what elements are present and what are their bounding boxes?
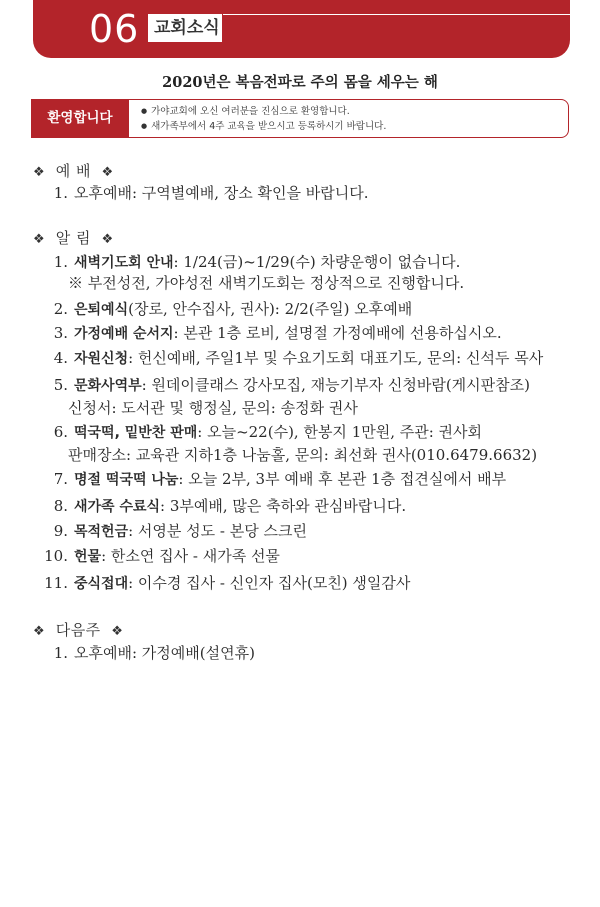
item-title: 새벽기도회 안내	[74, 255, 174, 271]
item-title: 헌물	[74, 549, 102, 565]
item-number: 9.	[53, 522, 68, 540]
yearly-motto: 2020년은 복음전파로 주의 몸을 세우는 해	[162, 74, 438, 91]
item-text: : 오늘~22(수), 한봉지 1만원, 주관: 권사회	[197, 423, 483, 441]
header-divider	[223, 14, 591, 15]
item-number: 10.	[44, 547, 68, 565]
item-number: 1.	[53, 644, 68, 662]
item-title: 새가족 수료식	[74, 499, 161, 515]
welcome-message	[129, 99, 569, 138]
list-item	[40, 348, 543, 369]
list-item	[40, 496, 406, 517]
item-text: : 헌신예배, 주일1부 및 수요기도회 대표기도, 문의: 신석두 목사	[128, 349, 544, 367]
list-item	[40, 469, 506, 490]
item-title: 은퇴예식	[74, 302, 129, 318]
diamond-ornament-icon: ❖	[33, 624, 46, 639]
list-item	[40, 422, 482, 443]
welcome-label: 환영합니다	[31, 99, 129, 138]
section-header	[33, 0, 570, 58]
list-item	[40, 183, 368, 203]
item-number: 4.	[53, 349, 68, 367]
section-number: 06	[89, 7, 140, 51]
diamond-ornament-icon: ❖	[33, 165, 46, 180]
item-text: : 1/24(금)~1/29(수) 차량운행이 없습니다.	[173, 253, 461, 271]
diamond-ornament-icon: ❖	[101, 232, 114, 247]
list-item	[40, 252, 460, 273]
list-item	[40, 573, 410, 594]
item-number: 5.	[53, 376, 68, 394]
item-number: 2.	[53, 300, 68, 318]
item-text: : 본관 1층 로비, 설명절 가정예배에 선용하십시오.	[173, 324, 502, 342]
list-item	[40, 521, 307, 542]
item-text: : 3부예배, 많은 축하와 관심바랍니다.	[160, 497, 407, 515]
item-title: 중식접대	[74, 576, 129, 592]
item-continuation: 신청서: 도서관 및 행정실, 문의: 송정화 권사	[68, 399, 358, 417]
welcome-line: ● 가야교회에 오신 여러분을 진심으로 환영합니다.	[141, 104, 568, 119]
item-text: 오후예배: 구역별예배, 장소 확인을 바랍니다.	[74, 184, 369, 202]
item-title: 목적헌금	[74, 524, 129, 540]
next-week-heading	[33, 619, 123, 640]
item-number: 6.	[53, 423, 68, 441]
notices-heading-text: 알 림	[55, 229, 91, 247]
item-text: : 서영분 성도 - 본당 스크린	[128, 522, 307, 540]
diamond-ornament-icon: ❖	[101, 165, 114, 180]
section-title: 교회소식	[148, 14, 222, 42]
item-number: 7.	[53, 470, 68, 488]
item-title: 명절 떡국떡 나눔	[74, 472, 179, 488]
item-continuation: 판매장소: 교육관 지하1층 나눔홀, 문의: 최선화 권사(010.6479.6632)	[68, 446, 538, 464]
item-continuation: ※ 부전성전, 가야성전 새벽기도회는 정상적으로 진행합니다.	[68, 274, 465, 292]
item-number: 3.	[53, 324, 68, 342]
list-item	[40, 375, 530, 396]
next-week-heading-text: 다음주	[55, 621, 101, 639]
worship-heading-text: 예 배	[55, 162, 91, 180]
item-text: : 한소연 집사 - 새가족 선물	[101, 547, 280, 565]
item-title: 자원신청	[74, 351, 129, 367]
item-text: : 오늘 2부, 3부 예배 후 본관 1층 접견실에서 배부	[178, 470, 507, 488]
item-text: 오후예배: 가정예배(설연휴)	[74, 644, 255, 662]
item-title: 문화사역부	[74, 378, 142, 394]
diamond-ornament-icon: ❖	[33, 232, 46, 247]
item-number: 1.	[53, 253, 68, 271]
item-number: 1.	[53, 184, 68, 202]
list-item	[40, 323, 502, 344]
item-text: (장로, 안수집사, 권사): 2/2(주일) 오후예배	[128, 300, 413, 318]
welcome-box	[31, 99, 569, 138]
list-item	[40, 299, 412, 320]
item-text: : 원데이클래스 강사모집, 재능기부자 신청바람(게시판참조)	[141, 376, 530, 394]
item-number: 8.	[53, 497, 68, 515]
list-item	[40, 643, 255, 663]
item-title: 떡국떡, 밑반찬 판매	[74, 425, 198, 441]
diamond-ornament-icon: ❖	[111, 624, 124, 639]
welcome-line: ● 새가족부에서 4주 교육을 받으시고 등록하시기 바랍니다.	[141, 119, 568, 134]
notices-heading	[33, 227, 114, 248]
item-number: 11.	[44, 574, 68, 592]
list-item	[40, 546, 280, 567]
item-text: : 이수경 집사 - 신인자 집사(모친) 생일감사	[128, 574, 411, 592]
worship-heading	[33, 160, 114, 181]
item-title: 가정예배 순서지	[74, 326, 174, 342]
